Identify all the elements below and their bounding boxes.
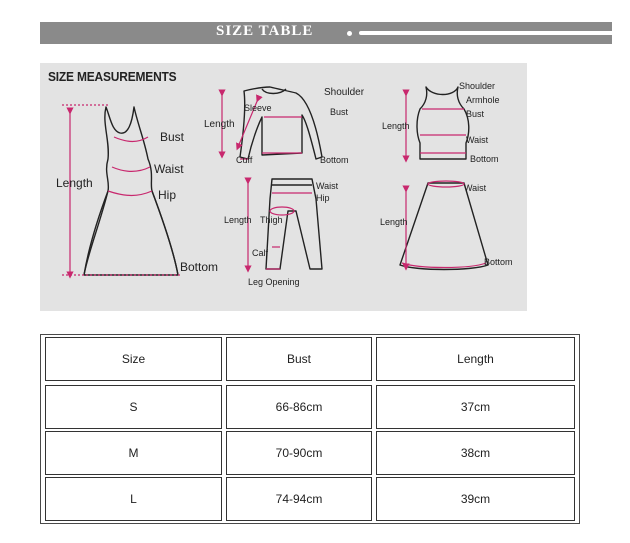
banner-line — [359, 31, 630, 35]
size-table — [40, 334, 580, 524]
tank-waist-label: Waist — [466, 135, 489, 145]
table-cell-size: M — [45, 431, 222, 475]
pants-calf-label: Calf — [252, 248, 269, 258]
header-length: Length — [376, 337, 575, 381]
dress-bottom-label: Bottom — [180, 260, 219, 274]
top-bottom-label: Bottom — [320, 155, 349, 165]
table-cell-bust: 66-86cm — [226, 385, 372, 429]
header-bust: Bust — [226, 337, 372, 381]
tank-shoulder-label: Shoulder — [459, 81, 496, 91]
measurement-diagram — [40, 63, 527, 311]
table-cell-size: L — [45, 477, 222, 521]
size-table-banner — [40, 22, 612, 44]
size-measurements-panel — [40, 63, 527, 311]
pants-length-label: Length — [224, 215, 252, 225]
banner-title: SIZE TABLE — [216, 23, 314, 39]
dress-length-label: Length — [56, 176, 93, 190]
tank-armhole-label: Armhole — [466, 95, 500, 105]
banner-dot — [347, 31, 352, 36]
dress-waist-label: Waist — [154, 162, 184, 176]
table-cell-bust: 70-90cm — [226, 431, 372, 475]
pants-thigh-label: Thigh — [260, 215, 283, 225]
tank-length-label: Length — [382, 121, 410, 131]
top-shoulder-label: Shoulder — [324, 87, 365, 98]
tank-bottom-label: Bottom — [470, 154, 499, 164]
panel-title: SIZE MEASUREMENTS — [48, 69, 177, 84]
skirt-outline — [400, 183, 488, 270]
skirt-bottom-label: Bottom — [484, 257, 513, 267]
skirt-waist-label: Waist — [464, 183, 487, 193]
tank-outline — [417, 87, 469, 159]
top-outline — [240, 87, 322, 159]
top-sleeve-label: Sleeve — [244, 103, 272, 113]
tank-bust-label: Bust — [466, 109, 485, 119]
dress-bust-label: Bust — [160, 130, 185, 144]
skirt-length-label: Length — [380, 217, 408, 227]
table-cell-bust: 74-94cm — [226, 477, 372, 521]
dress-hip-label: Hip — [158, 188, 177, 202]
table-cell-length: 39cm — [376, 477, 575, 521]
top-bust-label: Bust — [330, 107, 349, 117]
table-cell-length: 37cm — [376, 385, 575, 429]
pants-waist-label: Waist — [316, 181, 339, 191]
pants-hip-label: Hip — [316, 193, 330, 203]
table-cell-size: S — [45, 385, 222, 429]
top-length-label: Length — [204, 119, 235, 130]
table-cell-length: 38cm — [376, 431, 575, 475]
top-cuff-label: Cuff — [236, 155, 253, 165]
header-size: Size — [45, 337, 222, 381]
pants-leg-opening-label: Leg Opening — [248, 277, 300, 287]
